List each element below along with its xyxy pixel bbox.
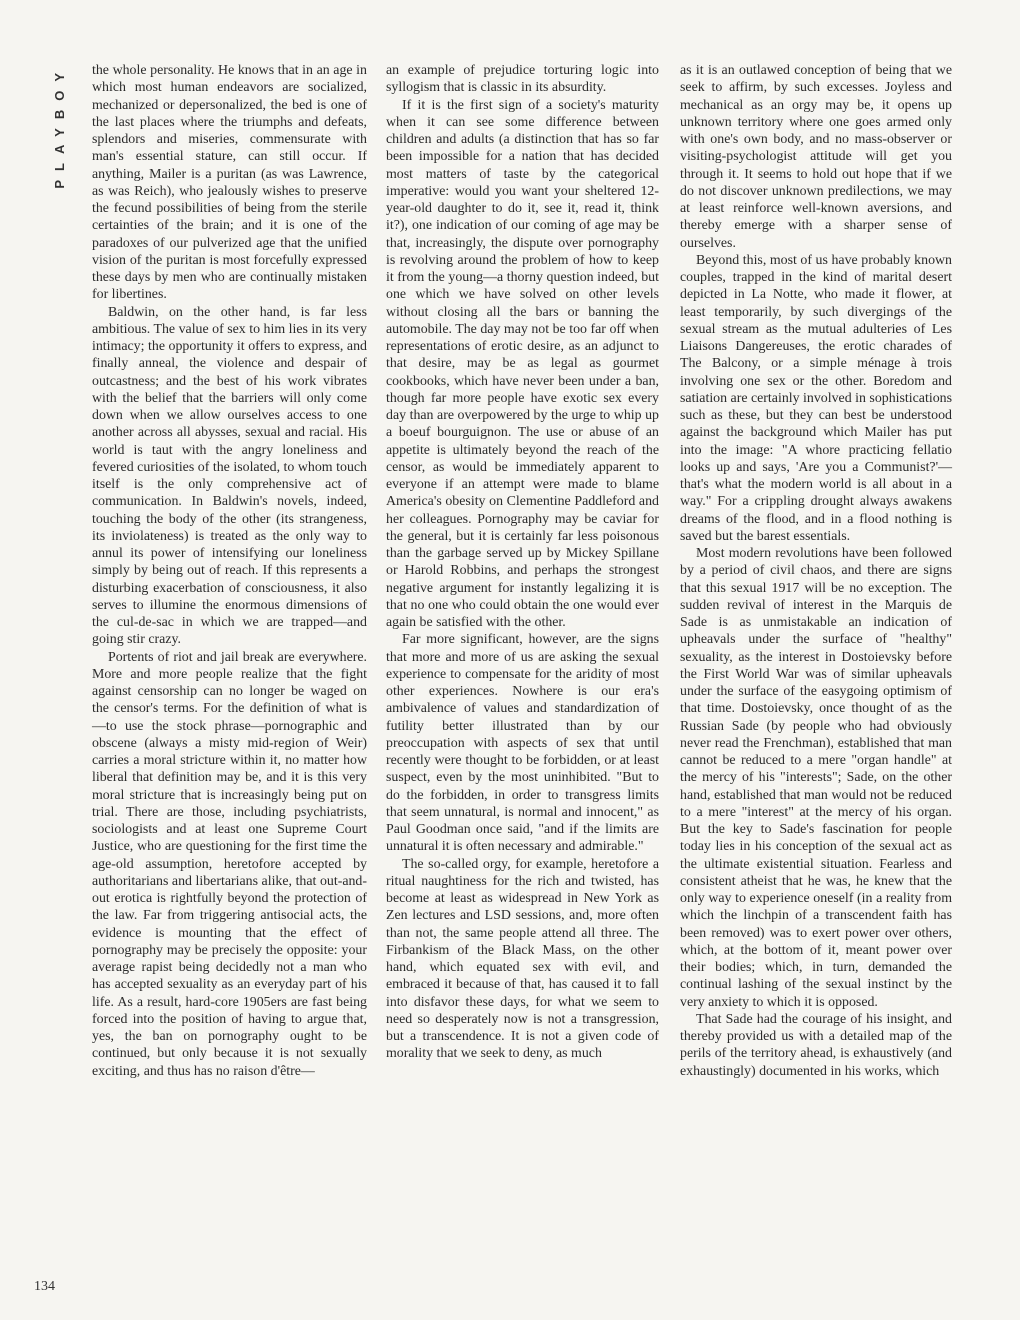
paragraph: Beyond this, most of us have probably known couples, trapped in the kind of marital desert depicted in La Notte, who made it flower, at least temporarily, by such divergings of the sexual stream as the mutual adulteries of Les Liaisons Dangereuses, the erotic charades of The Balcony, or a simple ménage à trois involving one sex or the other. Boredom and satiation are certainly involved in sophistications such as these, but they can best be understood against the background which Mailer has put into the image: "A whore practicing fellatio looks up and says, 'Are you a Communist?'—that's what the modern world is all about in a way." For a crippling drought always awakens dreams of the flood, and in a flood nothing is saved but the barest essentials. [680, 252, 952, 544]
text-column-1 [92, 62, 367, 1080]
paragraph: Portents of riot and jail break are everywhere. More and more people realize that the fight against censorship can no longer be waged on the censor's terms. For the definition of what is—to use the stock phrase—pornographic and obscene (always a misty mid-region of Weir) carries a moral stricture within it, no matter how liberal that definition may be, and it is this very moral stricture that is increasingly being put on trial. There are those, including psychiatrists, sociologists and at least one Supreme Court Justice, who are questioning for the first time the age-old assumption, heretofore accepted by authoritarians and libertarians alike, that out-and-out erotica is rightfully beyond the protection of the law. Far from triggering antisocial acts, the evidence is mounting that the effect of pornography may be precisely the opposite: your average rapist being decidedly not a man who has accepted sexuality as an everyday part of his life. As a result, hard-core 1905ers are fast being forced into the position of having to argue that, yes, the ban on pornography ought to be continued, but only because it is not sexually exciting, and thus has no raison d'être— [92, 649, 367, 1079]
paragraph: Most modern revolutions have been followed by a period of civil chaos, and there are signs that this sexual 1917 will be no exception. The sudden revival of interest in the Marquis de Sade is as unmistakable an indication of upheavals under the surface of "healthy" sexuality, as the interest in Dostoievsky before the First World War was of similar upheavals under the surface of the easygoing optimism of that time. Dostoievsky, once thought of as the Russian Sade (by people who had obviously never read the Frenchman), established that man cannot be reduced to a mere "organ handle" at the mercy of his "interests"; Sade, on the other hand, established that man would not be reduced to a mere "interest" at the mercy of his organ. But the key to Sade's fascination for people today lies in his conception of the sexual act as the ultimate existential situation. Fearless and consistent atheist that he was, he knew that the only way to experience oneself (in a reality from which the linchpin of a transcendent faith has been removed) was to exert power over others, which, at the bottom of it, meant power over their bodies; which, in turn, demanded the continual lashing of the sexual instinct by the very anxiety to which it is opposed. [680, 546, 952, 1010]
running-head-magazine-name: PLAYBOY [52, 64, 67, 189]
paragraph: an example of prejudice torturing logic into syllogism that is classic in its absurdity. [386, 63, 659, 96]
paragraph: Baldwin, on the other hand, is far less ambitious. The value of sex to him lies in its very intimacy; the opportunity it offers to express, and finally anneal, the violence and despair of outcastness; and the best of his work vibrates with the belief that the barriers will only come down when we allow ourselves access to one another across all abysses, sexual and racial. His world is taut with the angry loneliness and fevered curiosities of the isolated, to whom touch itself is the only comprehensive act of communication. In Baldwin's novels, indeed, touching the body of the other (its strangeness, its inviolateness) is treated as the only way to annul its power of intensifying our loneliness simply by being out of reach. If this represents a disturbing exacerbation of consciousness, it also serves to illumine the enormous dimensions of the cul-de-sac in which we are trapped—and going stir crazy. [92, 304, 367, 648]
paragraph: the whole personality. He knows that in an age in which most human endeavors are socialized, mechanized or depersonalized, the bed is one of the last places where the triumphs and defeats, splendors and miseries, commensurate with man's essential stature, can still occur. If anything, Mailer is a puritan (as was Lawrence, as was Reich), who jealously wishes to preserve the fecund possibilities of being from the sterile certainties of the brain; and it is one of the paradoxes of our pulverized age that the unified vision of the puritan is most forcefully expressed these days by men who are continually mistaken for libertines. [92, 63, 367, 303]
paragraph: If it is the first sign of a society's maturity when it can see some difference between children and adults (a distinction that has so far been impossible for a nation that has decided most matters of taste by the categorical imperative: would you want your sheltered 12-year-old daughter to do it, see it, read it, think it?), one indication of our coming of age may be that, increasingly, the dispute over pornography is revolving around the problem of how to keep it from the young—a thorny question indeed, but one which we have solved on other levels without closing all the bars or banning the automobile. The day may not be too far off when representations of erotic desire, as an adjunct to that desire, may be as legal as gourmet cookbooks, which have never been under a ban, though far more people have exotic sex every day than are overpowered by the urge to whip up a boeuf bourguignon. The use or abuse of an appetite is ultimately beyond the reach of the censor, as would be immediately apparent to everyone if an attempt were made to blame America's obesity on Clementine Paddleford and her colleagues. Pornography may be caviar for the general, but it is certainly far less poisonous than the garbage served up by Mickey Spillane or Harold Robbins, and perhaps the strongest negative argument for instantly legalizing it is that no one who could obtain the one would ever again be satisfied with the other. [386, 97, 659, 630]
paragraph: The so-called orgy, for example, heretofore a ritual naughtiness for the rich and twisted, has become at least as widespread in New York as Zen lectures and LSD sessions, and, more often than not, the same people attend all three. The Firbankism of the Black Mass, on the other hand, which equated sex with evil, and embraced it because of that, has caused it to fall into disfavor these days, for what we seem to need so desperately now is not a transgression, but a transcendence. It is not a given code of morality that we seek to deny, as much [386, 856, 659, 1062]
paragraph: as it is an outlawed conception of being that we seek to affirm, by such excesses. Joyless and mechanical as an orgy may be, it opens up unknown territory where one goes armed only with one's own body, and no mass-observer or visiting-psychologist attitude will get you through it. It seems to hold out hope that if we do not discover unknown predilections, we may at least reinforce well-known aversions, and thereby emerge with a sharper sense of ourselves. [680, 63, 952, 251]
text-column-3 [680, 62, 952, 1080]
paragraph: That Sade had the courage of his insight, and thereby provided us with a detailed map of the perils of the territory ahead, is exhaustively (and exhaustingly) documented in his works, which [680, 1011, 952, 1079]
text-column-2 [386, 62, 659, 1063]
paragraph: Far more significant, however, are the signs that more and more of us are asking the sexual experience to compensate for the aridity of most other experiences. Nowhere is our era's ambivalence of values and standardization of futility better illustrated than by our preoccupation with aspects of sex that until recently were thought to be forbidden, or at least suspect, even by the most uninhibited. "But to do the forbidden, in order to transgress limits that seem unnatural, is normal and innocent," as Paul Goodman once said, "and if the limits are unnatural it is often necessary and admirable." [386, 632, 659, 855]
page-number: 134 [34, 1279, 55, 1294]
